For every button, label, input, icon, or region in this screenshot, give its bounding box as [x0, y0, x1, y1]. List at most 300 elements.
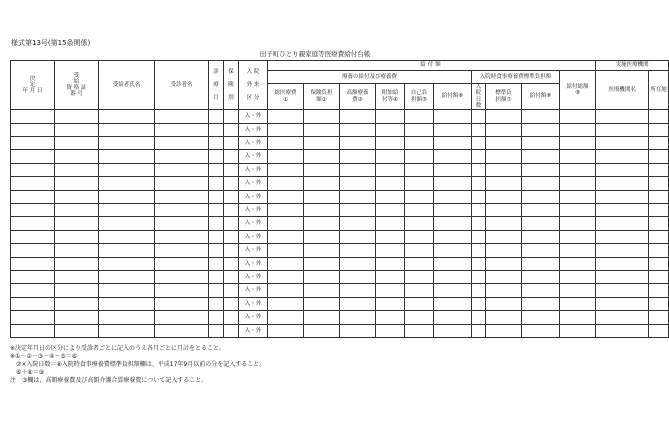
ledger-cell	[486, 297, 522, 310]
ledger-cell	[209, 217, 224, 230]
ledger-cell	[472, 217, 486, 230]
ledger-cell	[155, 177, 209, 190]
ledger-cell	[224, 244, 239, 257]
ledger-cell	[155, 230, 209, 243]
note-line: ⑥＋⑧＝⑨	[10, 369, 45, 377]
ledger-cell	[340, 190, 376, 203]
ledger-cell	[340, 217, 376, 230]
ledger-row	[11, 150, 669, 163]
ledger-cell	[405, 297, 434, 310]
header-benefit-b: 給付額⑧	[522, 84, 560, 110]
ledger-cell	[486, 217, 522, 230]
ledger-cell	[649, 190, 669, 203]
inpatient-outpatient-cell: 入・外	[239, 203, 268, 216]
ledger-cell	[522, 163, 560, 176]
ledger-cell	[522, 137, 560, 150]
ledger-row	[11, 284, 669, 297]
ledger-cell	[472, 177, 486, 190]
ledger-cell	[155, 284, 209, 297]
ledger-cell	[649, 137, 669, 150]
ledger-cell	[486, 163, 522, 176]
ledger-cell	[596, 324, 649, 337]
ledger-cell	[522, 284, 560, 297]
ledger-cell	[304, 163, 340, 176]
ledger-cell	[340, 203, 376, 216]
ledger-cell	[560, 163, 596, 176]
ledger-cell	[649, 244, 669, 257]
ledger-row	[11, 177, 669, 190]
header-inpatient-days: 入 院 日 数	[472, 84, 486, 110]
inpatient-outpatient-cell: 入・外	[239, 244, 268, 257]
ledger-cell	[99, 123, 155, 136]
ledger-cell	[596, 190, 649, 203]
ledger-cell	[11, 324, 55, 337]
ledger-cell	[224, 190, 239, 203]
ledger-row	[11, 270, 669, 283]
ledger-cell	[55, 297, 99, 310]
inpatient-outpatient-cell: 入・外	[239, 257, 268, 270]
ledger-cell	[11, 311, 55, 324]
ledger-cell	[596, 177, 649, 190]
inpatient-outpatient-cell: 入・外	[239, 150, 268, 163]
ledger-cell	[486, 203, 522, 216]
ledger-cell	[155, 270, 209, 283]
ledger-cell	[434, 177, 472, 190]
ledger-cell	[486, 270, 522, 283]
ledger-cell	[376, 217, 405, 230]
ledger-row	[11, 297, 669, 310]
ledger-cell	[99, 177, 155, 190]
ledger-cell	[55, 270, 99, 283]
ledger-cell	[209, 163, 224, 176]
ledger-cell	[55, 150, 99, 163]
ledger-cell	[155, 163, 209, 176]
ledger-cell	[434, 324, 472, 337]
ledger-cell	[224, 311, 239, 324]
ledger-cell	[268, 257, 304, 270]
ledger-cell	[596, 137, 649, 150]
ledger-cell	[340, 270, 376, 283]
ledger-cell	[304, 150, 340, 163]
ledger-cell	[376, 311, 405, 324]
ledger-cell	[55, 257, 99, 270]
ledger-cell	[596, 110, 649, 123]
ledger-cell	[268, 244, 304, 257]
ledger-cell	[224, 217, 239, 230]
ledger-cell	[209, 203, 224, 216]
inpatient-outpatient-cell: 入・外	[239, 123, 268, 136]
ledger-cell	[560, 284, 596, 297]
ledger-cell	[596, 163, 649, 176]
ledger-cell	[434, 284, 472, 297]
ledger-cell	[209, 244, 224, 257]
ledger-cell	[304, 284, 340, 297]
ledger-cell	[99, 297, 155, 310]
ledger-title: 田子町ひとり親家庭等医療費給付台帳	[259, 50, 371, 58]
ledger-cell	[11, 150, 55, 163]
ledger-cell	[209, 137, 224, 150]
ledger-cell	[99, 244, 155, 257]
ledger-cell	[11, 244, 55, 257]
header-total-benefit: 給付総額 ⑨	[560, 71, 596, 110]
ledger-cell	[596, 230, 649, 243]
ledger-cell	[649, 257, 669, 270]
ledger-cell	[268, 163, 304, 176]
ledger-cell	[649, 297, 669, 310]
inpatient-outpatient-cell: 入・外	[239, 230, 268, 243]
note-line: 注 ③欄は、高額療養費及び高額介護合算療養費について記入すること。	[10, 377, 208, 385]
ledger-cell	[596, 297, 649, 310]
ledger-cell	[268, 150, 304, 163]
ledger-cell	[596, 311, 649, 324]
header-inpatient-outpatient: 入 院 外 来 区 分	[239, 61, 268, 110]
ledger-cell	[340, 311, 376, 324]
ledger-cell	[486, 150, 522, 163]
ledger-cell	[376, 324, 405, 337]
ledger-cell	[209, 284, 224, 297]
ledger-cell	[55, 244, 99, 257]
ledger-cell	[405, 203, 434, 216]
ledger-cell	[99, 324, 155, 337]
ledger-row	[11, 203, 669, 216]
ledger-cell	[55, 284, 99, 297]
ledger-cell	[522, 123, 560, 136]
ledger-cell	[11, 284, 55, 297]
ledger-cell	[376, 270, 405, 283]
inpatient-outpatient-cell: 入・外	[239, 270, 268, 283]
ledger-cell	[405, 244, 434, 257]
ledger-cell	[522, 110, 560, 123]
ledger-cell	[268, 177, 304, 190]
header-total-medical-cost: 総医療費 ①	[268, 84, 304, 110]
ledger-cell	[649, 123, 669, 136]
ledger-cell	[472, 190, 486, 203]
header-self-pay: 自己負 担額⑤	[405, 84, 434, 110]
ledger-cell	[486, 257, 522, 270]
ledger-cell	[434, 270, 472, 283]
ledger-row	[11, 244, 669, 257]
ledger-cell	[486, 123, 522, 136]
ledger-cell	[649, 217, 669, 230]
ledger-cell	[268, 137, 304, 150]
ledger-cell	[99, 217, 155, 230]
ledger-cell	[99, 150, 155, 163]
ledger-cell	[11, 137, 55, 150]
ledger-cell	[486, 311, 522, 324]
ledger-cell	[340, 163, 376, 176]
ledger-cell	[434, 123, 472, 136]
ledger-cell	[472, 324, 486, 337]
ledger-cell	[304, 123, 340, 136]
ledger-cell	[11, 257, 55, 270]
ledger-cell	[340, 123, 376, 136]
ledger-cell	[376, 257, 405, 270]
header-benefit-amount: 給付額	[268, 61, 596, 71]
ledger-cell	[99, 163, 155, 176]
ledger-cell	[209, 324, 224, 337]
ledger-cell	[304, 217, 340, 230]
ledger-cell	[209, 230, 224, 243]
ledger-cell	[268, 284, 304, 297]
ledger-cell	[55, 230, 99, 243]
ledger-cell	[596, 257, 649, 270]
ledger-cell	[340, 244, 376, 257]
ledger-cell	[376, 123, 405, 136]
ledger-table	[10, 60, 669, 338]
ledger-cell	[224, 177, 239, 190]
ledger-cell	[340, 257, 376, 270]
header-medical-benefit-group: 療養の給付及び療養費	[268, 71, 472, 84]
ledger-cell	[649, 230, 669, 243]
ledger-cell	[596, 244, 649, 257]
ledger-cell	[560, 177, 596, 190]
ledger-cell	[472, 123, 486, 136]
ledger-cell	[55, 163, 99, 176]
ledger-cell	[224, 110, 239, 123]
ledger-row	[11, 230, 669, 243]
inpatient-outpatient-cell: 入・外	[239, 177, 268, 190]
header-treatment-month: 診 療 月	[209, 61, 224, 110]
ledger-cell	[472, 270, 486, 283]
ledger-cell	[522, 244, 560, 257]
ledger-cell	[209, 270, 224, 283]
ledger-cell	[224, 230, 239, 243]
ledger-cell	[11, 177, 55, 190]
ledger-cell	[376, 137, 405, 150]
ledger-cell	[11, 110, 55, 123]
ledger-cell	[155, 190, 209, 203]
ledger-cell	[522, 311, 560, 324]
ledger-cell	[522, 297, 560, 310]
ledger-cell	[268, 230, 304, 243]
ledger-cell	[522, 150, 560, 163]
ledger-cell	[486, 284, 522, 297]
ledger-cell	[472, 244, 486, 257]
ledger-cell	[486, 324, 522, 337]
ledger-cell	[340, 110, 376, 123]
ledger-cell	[434, 230, 472, 243]
ledger-cell	[11, 230, 55, 243]
ledger-cell	[434, 244, 472, 257]
ledger-cell	[486, 244, 522, 257]
ledger-cell	[434, 137, 472, 150]
ledger-cell	[340, 297, 376, 310]
note-line: ※①－②－③－④－⑤＝⑥	[10, 353, 78, 361]
ledger-cell	[560, 217, 596, 230]
inpatient-outpatient-cell: 入・外	[239, 217, 268, 230]
ledger-cell	[522, 257, 560, 270]
ledger-cell	[472, 311, 486, 324]
ledger-row	[11, 123, 669, 136]
ledger-cell	[405, 137, 434, 150]
ledger-cell	[155, 311, 209, 324]
ledger-cell	[486, 110, 522, 123]
ledger-cell	[340, 150, 376, 163]
ledger-cell	[155, 244, 209, 257]
ledger-cell	[649, 177, 669, 190]
ledger-cell	[224, 297, 239, 310]
ledger-cell	[304, 270, 340, 283]
ledger-cell	[649, 311, 669, 324]
ledger-cell	[486, 177, 522, 190]
ledger-body	[11, 110, 669, 338]
note-line: ⑦×入院日数＝⑧入院時食事療養費標準負担額欄は、平成17年9月以前の分を記入すること。	[10, 361, 266, 369]
ledger-cell	[268, 123, 304, 136]
ledger-cell	[224, 150, 239, 163]
ledger-cell	[376, 203, 405, 216]
ledger-cell	[55, 190, 99, 203]
ledger-cell	[55, 177, 99, 190]
ledger-cell	[155, 150, 209, 163]
ledger-cell	[486, 230, 522, 243]
ledger-cell	[224, 203, 239, 216]
ledger-cell	[209, 311, 224, 324]
ledger-cell	[340, 230, 376, 243]
inpatient-outpatient-cell: 入・外	[239, 324, 268, 337]
notes	[10, 345, 265, 385]
ledger-cell	[268, 217, 304, 230]
ledger-cell	[376, 284, 405, 297]
ledger-cell	[560, 190, 596, 203]
ledger-cell	[434, 190, 472, 203]
ledger-cell	[376, 177, 405, 190]
ledger-cell	[55, 324, 99, 337]
inpatient-outpatient-cell: 入・外	[239, 137, 268, 150]
ledger-cell	[99, 270, 155, 283]
ledger-cell	[560, 257, 596, 270]
ledger-cell	[434, 297, 472, 310]
ledger-cell	[304, 324, 340, 337]
ledger-cell	[560, 230, 596, 243]
ledger-cell	[99, 190, 155, 203]
form-number: 様式第13号(第15条関係)	[11, 39, 91, 47]
ledger-cell	[340, 324, 376, 337]
ledger-cell	[472, 163, 486, 176]
header-insurance-type: 保 険 別	[224, 61, 239, 110]
ledger-cell	[99, 137, 155, 150]
header-facility-group: 実施医療機関	[596, 61, 669, 71]
ledger-cell	[99, 284, 155, 297]
inpatient-outpatient-cell: 入・外	[239, 163, 268, 176]
ledger-cell	[434, 257, 472, 270]
ledger-cell	[155, 123, 209, 136]
ledger-cell	[11, 190, 55, 203]
ledger-cell	[11, 123, 55, 136]
ledger-cell	[376, 190, 405, 203]
ledger-cell	[405, 324, 434, 337]
ledger-cell	[209, 257, 224, 270]
ledger-cell	[209, 110, 224, 123]
ledger-cell	[376, 244, 405, 257]
ledger-cell	[268, 110, 304, 123]
ledger-cell	[340, 177, 376, 190]
ledger-cell	[340, 284, 376, 297]
ledger-cell	[224, 284, 239, 297]
ledger-cell	[596, 217, 649, 230]
ledger-cell	[224, 123, 239, 136]
ledger-row	[11, 257, 669, 270]
ledger-cell	[304, 137, 340, 150]
ledger-cell	[11, 203, 55, 216]
header-decision-date: 決 定 年 月 日	[11, 61, 55, 110]
ledger-cell	[472, 137, 486, 150]
ledger-cell	[405, 190, 434, 203]
ledger-cell	[155, 217, 209, 230]
ledger-row	[11, 190, 669, 203]
ledger-cell	[560, 110, 596, 123]
ledger-cell	[155, 110, 209, 123]
ledger-cell	[304, 203, 340, 216]
ledger-cell	[434, 203, 472, 216]
ledger-cell	[224, 163, 239, 176]
ledger-cell	[486, 137, 522, 150]
ledger-cell	[522, 324, 560, 337]
ledger-cell	[522, 177, 560, 190]
ledger-cell	[55, 123, 99, 136]
ledger-cell	[55, 110, 99, 123]
ledger-cell	[596, 150, 649, 163]
ledger-cell	[304, 230, 340, 243]
ledger-cell	[224, 270, 239, 283]
ledger-cell	[405, 110, 434, 123]
ledger-cell	[99, 230, 155, 243]
ledger-cell	[596, 284, 649, 297]
ledger-cell	[224, 324, 239, 337]
header-recipient-number: 受 給 資 格 証 番 号	[55, 61, 99, 110]
ledger-cell	[268, 311, 304, 324]
ledger-cell	[209, 177, 224, 190]
header-recipient-name: 受給者氏名	[99, 61, 155, 110]
ledger-row	[11, 137, 669, 150]
ledger-cell	[649, 163, 669, 176]
ledger-cell	[522, 190, 560, 203]
ledger-cell	[649, 203, 669, 216]
header-facility-address: 所在地	[649, 71, 669, 110]
header-inpatient-meal-group: 入院時食事療養費標準負担額	[472, 71, 560, 84]
ledger-cell	[155, 257, 209, 270]
ledger-cell	[434, 163, 472, 176]
ledger-cell	[304, 297, 340, 310]
inpatient-outpatient-cell: 入・外	[239, 190, 268, 203]
ledger-cell	[522, 270, 560, 283]
ledger-cell	[434, 150, 472, 163]
ledger-row	[11, 163, 669, 176]
ledger-cell	[55, 203, 99, 216]
ledger-cell	[649, 150, 669, 163]
ledger-cell	[376, 110, 405, 123]
ledger-cell	[55, 217, 99, 230]
ledger-cell	[560, 244, 596, 257]
ledger-cell	[405, 311, 434, 324]
ledger-cell	[99, 110, 155, 123]
ledger-cell	[405, 270, 434, 283]
ledger-cell	[268, 190, 304, 203]
header-insurance-burden: 保険負担 額②	[304, 84, 340, 110]
ledger-cell	[304, 110, 340, 123]
ledger-cell	[376, 297, 405, 310]
ledger-cell	[376, 163, 405, 176]
ledger-cell	[560, 297, 596, 310]
ledger-cell	[304, 311, 340, 324]
ledger-cell	[649, 110, 669, 123]
ledger-cell	[209, 150, 224, 163]
inpatient-outpatient-cell: 入・外	[239, 284, 268, 297]
ledger-cell	[405, 163, 434, 176]
ledger-cell	[405, 284, 434, 297]
ledger-cell	[99, 203, 155, 216]
ledger-cell	[560, 270, 596, 283]
inpatient-outpatient-cell: 入・外	[239, 110, 268, 123]
